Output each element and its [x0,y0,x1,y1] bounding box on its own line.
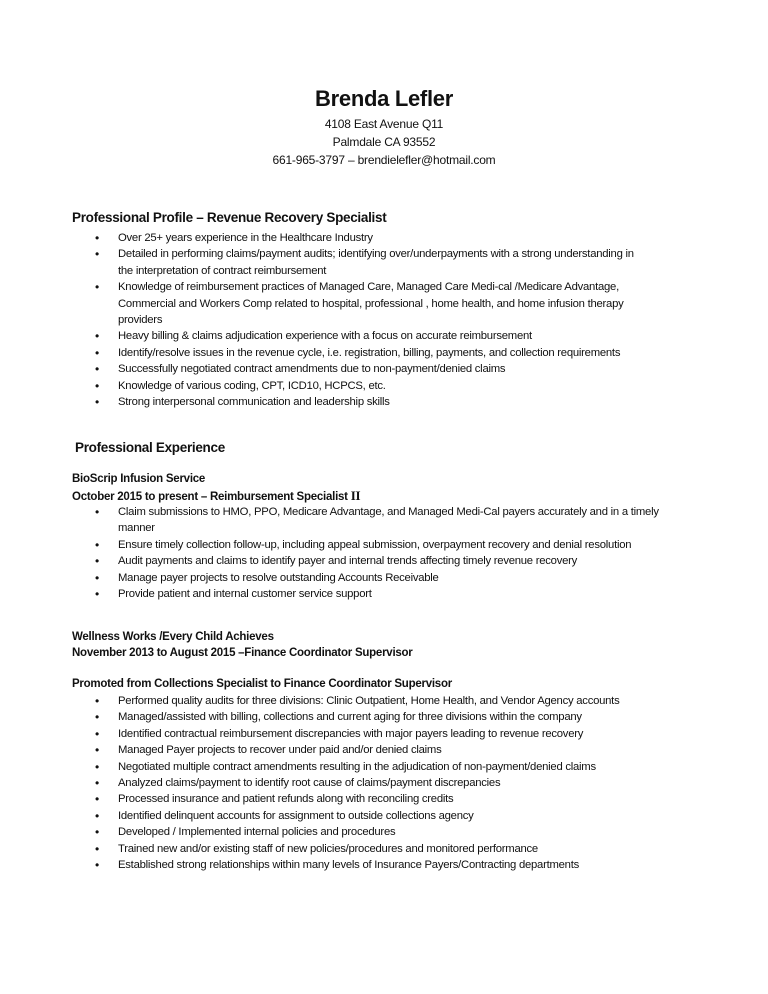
bullet-text: manner [118,522,155,535]
bullet-text: the interpretation of contract reimbursement [118,264,327,277]
bullet-icon: • [95,587,99,602]
bullet-icon: • [95,345,99,360]
bullet-icon: • [95,395,99,410]
experience-heading: Professional Experience [75,440,225,455]
bullet-item [0,726,619,742]
bullet-text: Managed Payer projects to recover under paid and/or denied claims [118,744,442,757]
bullet-icon: • [95,505,99,519]
address-line-1: 4108 East Avenue Q11 [324,117,444,131]
bullet-icon: • [95,537,99,552]
bullet-text: Strong interpersonal communication and leadership skills [118,396,390,409]
bullet-item [0,791,619,807]
bullet-item [0,279,634,328]
job-title: November 2013 to August 2015 –Finance Coordinator Supervisor [72,647,413,659]
bullet-item [0,246,634,279]
bullet-icon: • [95,247,99,262]
bullet-text: Manage payer projects to resolve outstanding Accounts Receivable [118,571,439,584]
job-company: BioScrip Infusion Service [72,473,206,485]
bullet-text: Over 25+ years experience in the Healthcare Industry [118,232,373,244]
bullet-item [0,345,634,361]
bullet-item [0,328,634,344]
bullet-icon: • [95,570,99,585]
job-title [72,488,360,504]
job-promotion: Promoted from Collections Specialist to Finance Coordinator Supervisor [72,678,452,690]
bullet-item [0,361,634,377]
bullet-icon: • [95,710,99,725]
bullet-item [0,709,619,725]
bullet-icon: • [95,841,99,856]
job-company: Wellness Works /Every Child Achieves [72,631,274,643]
bullet-text: Detailed in performing claims/payment audits; identifying over/underpayments with a strong understanding in [118,248,634,261]
bullet-text: Negotiated multiple contract amendments resulting in the adjudication of non-payment/denied claims [118,760,596,773]
bullet-text: Claim submissions to HMO, PPO, Medicare Advantage, and Managed Medi-Cal payers accurately and in a timely [118,506,659,518]
bullet-text: Knowledge of various coding, CPT, ICD10, HCPCS, etc. [118,379,386,392]
contact-line: 661-965-3797 – brendielefler@hotmail.com [272,153,496,167]
bullet-item [0,230,634,246]
job-title-level: II [350,488,361,503]
bullet-item [0,553,659,569]
bullet-text: Processed insurance and patient refunds along with reconciling credits [118,793,454,806]
bullet-text: Developed / Implemented internal policies and procedures [118,826,396,839]
bullet-icon: • [95,792,99,807]
bullet-text: Trained new and/or existing staff of new policies/procedures and monitored performance [118,842,538,855]
bullet-item [0,378,634,394]
bullet-icon: • [95,378,99,393]
bullet-text: Identify/resolve issues in the revenue cycle, i.e. registration, billing, payments, and collection requirements [118,346,621,359]
bullet-item [0,586,659,602]
bullet-icon: • [95,759,99,774]
bullet-item [0,824,619,840]
bullet-text: providers [118,314,163,327]
bullet-icon: • [95,743,99,758]
bullet-text: Identified delinquent accounts for assignment to outside collections agency [118,809,474,822]
bullet-text: Commercial and Workers Comp related to hospital, professional , home health, and home infusion therapy [118,297,624,310]
bullet-text: Managed/assisted with billing, collections and current aging for three divisions within the company [118,711,582,724]
bullet-item [0,537,659,553]
bullet-text: Heavy billing & claims adjudication experience with a focus on accurate reimbursement [118,330,532,343]
candidate-name: Brenda Lefler [315,86,453,111]
bullet-icon: • [95,280,99,295]
profile-list [0,230,634,410]
bullet-item [0,570,659,586]
bullet-icon: • [95,329,99,344]
bullet-text: Ensure timely collection follow-up, including appeal submission, overpayment recovery and denial resolution [118,538,632,551]
job-duties-list [0,693,619,873]
address-line-2: Palmdale CA 93552 [332,135,436,149]
bullet-text: Provide patient and internal customer service support [118,588,372,601]
bullet-icon: • [95,776,99,791]
bullet-item [0,808,619,824]
bullet-icon: • [95,362,99,377]
bullet-item [0,693,619,709]
bullet-item [0,841,619,857]
job-duties-list [0,504,659,602]
bullet-icon: • [95,825,99,840]
bullet-icon: • [95,858,99,873]
bullet-text: Knowledge of reimbursement practices of Managed Care, Managed Care Medi-cal /Medicare Advantage, [118,281,619,294]
bullet-text: Audit payments and claims to identify payer and internal trends affecting timely revenue recovery [118,555,578,568]
profile-heading: Professional Profile – Revenue Recovery Specialist [72,210,387,225]
bullet-item [0,857,619,873]
bullet-text: Performed quality audits for three divisions: Clinic Outpatient, Home Health, and Vendor Agency accounts [118,695,620,707]
job-title-text: October 2015 to present – Reimbursement Specialist [72,491,351,503]
bullet-text: Established strong relationships within many levels of Insurance Payers/Contracting departments [118,859,580,872]
bullet-icon: • [95,231,99,245]
bullet-item [0,742,619,758]
bullet-text: Analyzed claims/payment to identify root cause of claims/payment discrepancies [118,777,501,790]
bullet-icon: • [95,694,99,708]
bullet-item [0,504,659,537]
bullet-icon: • [95,808,99,823]
bullet-text: Identified contractual reimbursement discrepancies with major payers leading to revenue recovery [118,727,584,740]
bullet-icon: • [95,554,99,569]
bullet-text: Successfully negotiated contract amendments due to non-payment/denied claims [118,363,506,376]
bullet-item [0,775,619,791]
bullet-item [0,394,634,410]
bullet-icon: • [95,726,99,741]
bullet-item [0,759,619,775]
